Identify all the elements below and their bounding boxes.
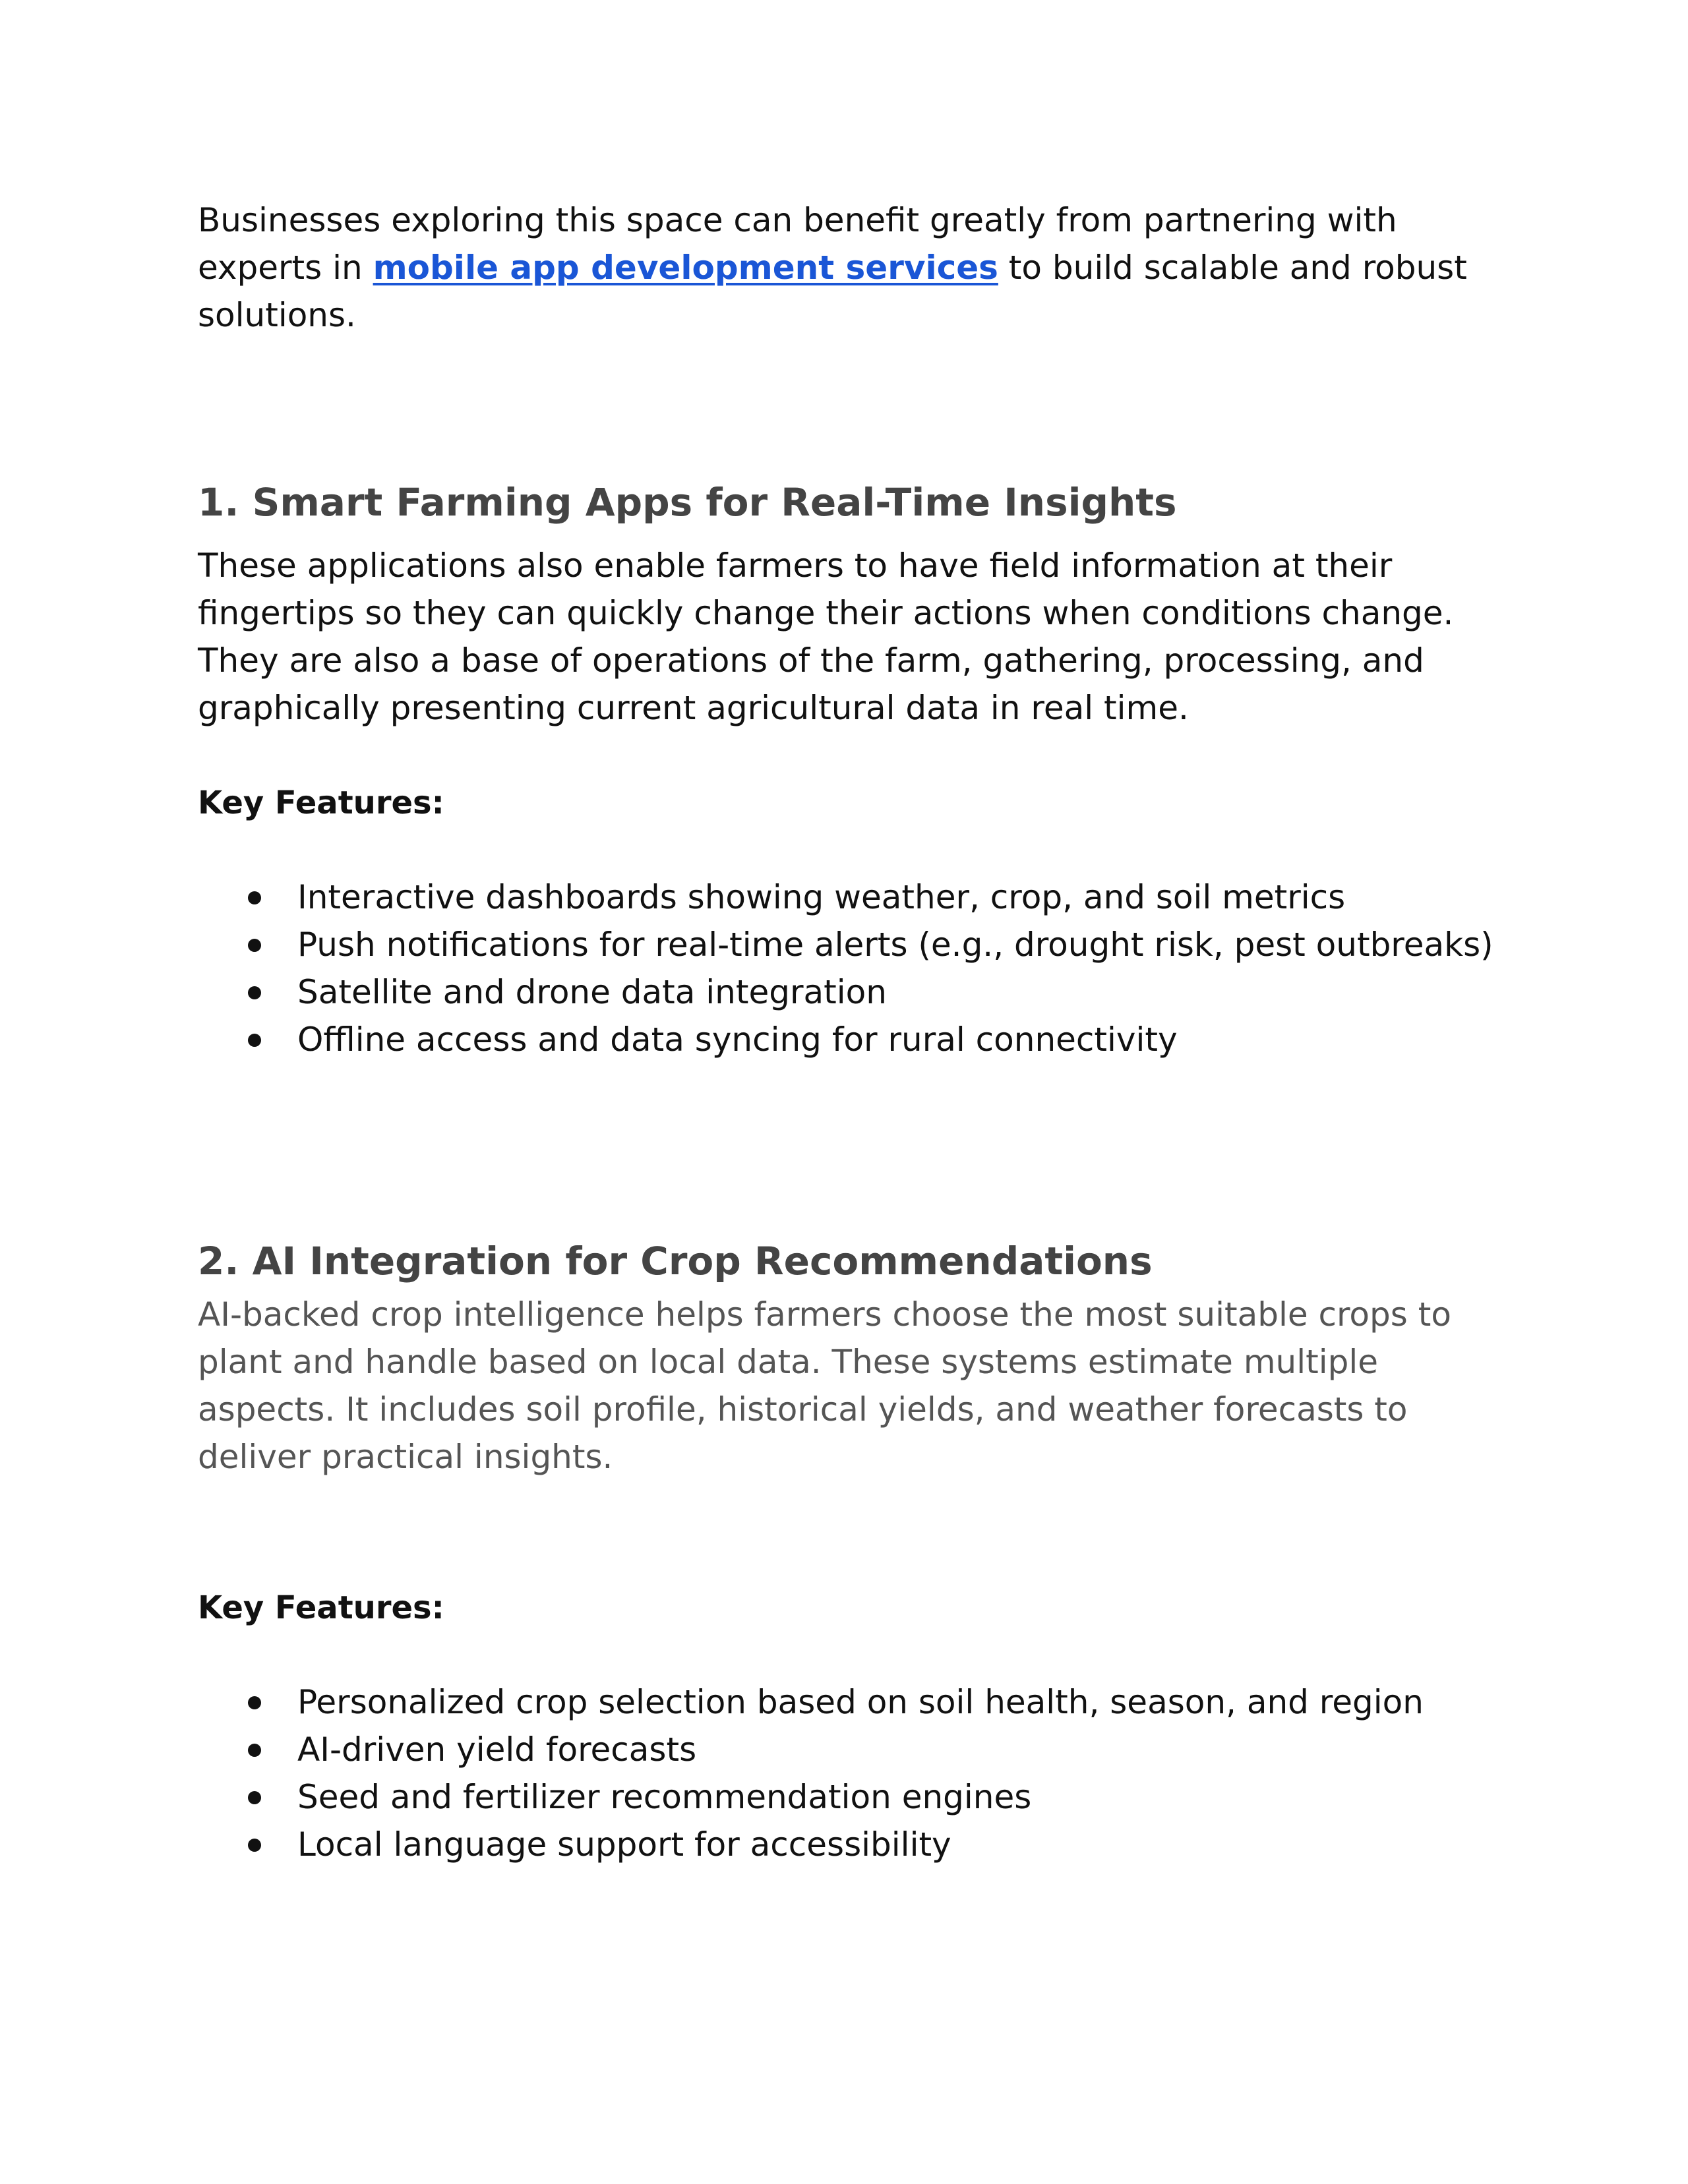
list-item-text: Local language support for accessibility: [297, 1825, 951, 1864]
list-item-text: Interactive dashboards showing weather, crop, and soil metrics: [297, 878, 1346, 916]
bullet-icon: [248, 1744, 261, 1757]
bullet-icon: [248, 939, 261, 952]
intro-paragraph: [198, 196, 1490, 339]
list-item-text: Push notifications for real-time alerts (e.g., drought risk, pest outbreaks): [297, 926, 1493, 964]
section1-heading: 1. Smart Farming Apps for Real-Time Insights: [198, 480, 1177, 525]
list-item-text: Seed and fertilizer recommendation engines: [297, 1778, 1032, 1816]
section2-heading: 2. AI Integration for Crop Recommendations: [198, 1239, 1153, 1284]
list-item: [248, 1726, 1501, 1773]
list-item: [248, 1773, 1501, 1821]
section1-feature-list: [248, 873, 1501, 1063]
list-item: [248, 921, 1501, 968]
bullet-icon: [248, 1034, 261, 1047]
list-item: [248, 1678, 1501, 1726]
list-item: [248, 1821, 1501, 1868]
section1-features-label: Key Features:: [198, 784, 444, 821]
list-item: [248, 1016, 1501, 1063]
bullet-icon: [248, 1839, 261, 1852]
list-item-text: Satellite and drone data integration: [297, 973, 887, 1011]
list-item-text: Offline access and data syncing for rural connectivity: [297, 1020, 1178, 1059]
bullet-icon: [248, 1696, 261, 1709]
bullet-icon: [248, 986, 261, 999]
list-item-text: AI-driven yield forecasts: [297, 1730, 697, 1769]
intro-text-after: to build scalable and robust solutions.: [198, 249, 1467, 334]
list-item: [248, 873, 1501, 921]
bullet-icon: [248, 1791, 261, 1804]
section2-body: AI-backed crop intelligence helps farmers choose the most suitable crops to plant and handle based on local data. These systems estimate multiple aspects. It includes soil profile, historical yields, and weather forecasts to deliver practical insights.: [198, 1295, 1451, 1476]
section2-feature-list: [248, 1678, 1501, 1868]
section1-body: These applications also enable farmers to have field information at their fingertips so they can quickly change their actions when conditions change. They are also a base of operations of the farm, gathering, processing, and graphically presenting current agricultural data in real time.: [198, 546, 1454, 727]
list-item: [248, 968, 1501, 1016]
section2-features-label: Key Features:: [198, 1589, 444, 1626]
bullet-icon: [248, 891, 261, 904]
list-item-text: Personalized crop selection based on soil health, season, and region: [297, 1683, 1424, 1721]
mobile-app-development-link[interactable]: mobile app development services: [373, 249, 998, 287]
intro-text-before: Businesses exploring this space can benefit greatly from partnering with experts in: [198, 201, 1397, 287]
